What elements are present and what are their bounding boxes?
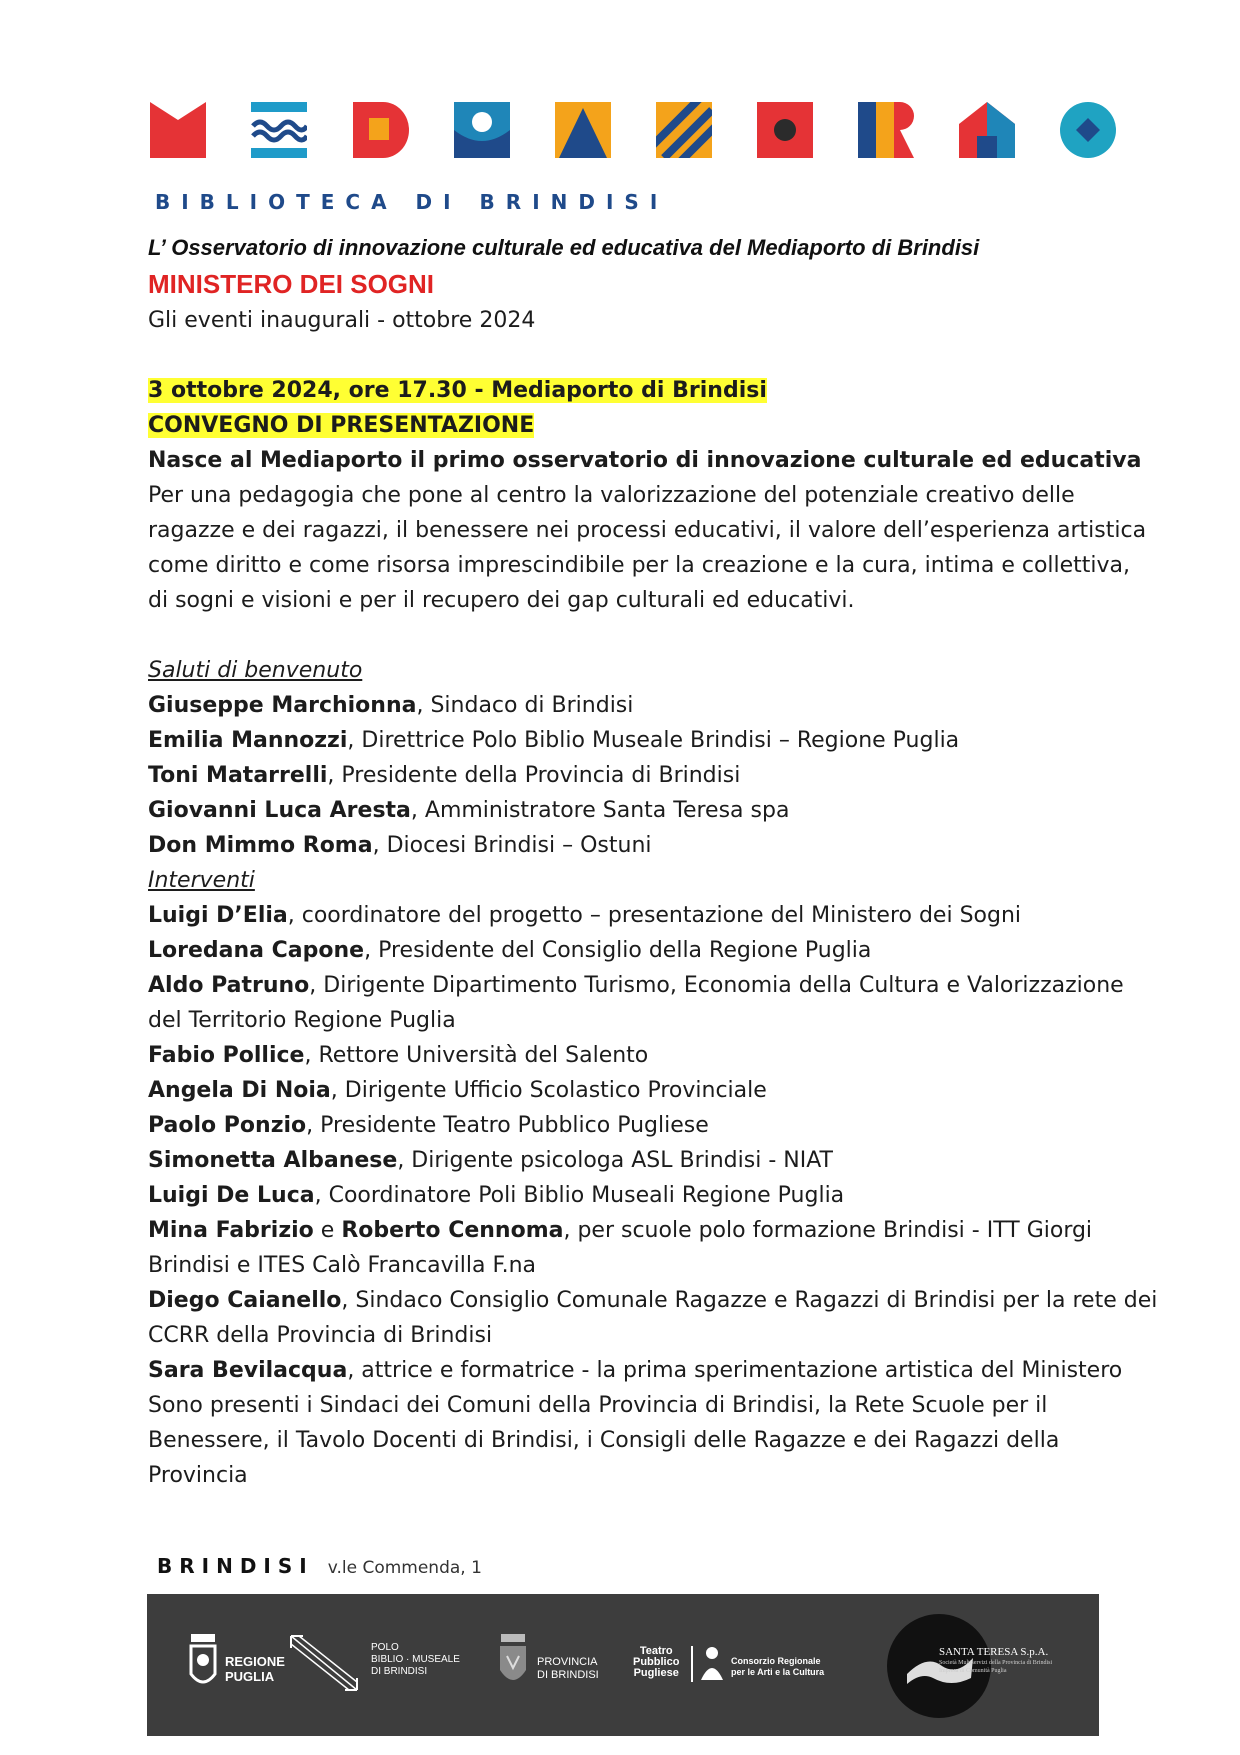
mediaporto-logo <box>150 102 1110 158</box>
person-name: Paolo Ponzio <box>148 1113 307 1138</box>
closing-line: Benessere, il Tavolo Docenti di Brindisi, i Consigli delle Ragazze e dei Ragazzi della <box>148 1428 1060 1453</box>
page-subtitle: Gli eventi inaugurali - ottobre 2024 <box>148 308 536 333</box>
speaker-item <box>148 968 1128 1003</box>
person-name: Sara Bevilacqua <box>148 1358 348 1383</box>
person-role: , Direttrice Polo Biblio Museale Brindisi – Regione Puglia <box>347 728 960 753</box>
person-name: Mina Fabrizio <box>148 1218 314 1243</box>
polo-label-3: DI BRINDISI <box>371 1666 428 1677</box>
regione-label-2: PUGLIA <box>225 1669 275 1684</box>
person-name: Emilia Mannozzi <box>148 728 348 753</box>
speaker-role-continued: Brindisi e ITES Calò Francavilla F.na <box>148 1253 537 1278</box>
library-name: BIBLIOTECA DI BRINDISI <box>155 190 669 214</box>
greetings-heading: Saluti di benvenuto <box>148 658 363 683</box>
closing-line: Sono presenti i Sindaci dei Comuni della Provincia di Brindisi, la Rete Scuole per il <box>148 1393 1048 1418</box>
speaker-item <box>148 1038 1128 1073</box>
partner-logos-bar <box>147 1594 1099 1736</box>
speaker-role-continued: del Territorio Regione Puglia <box>148 1008 456 1033</box>
speaker-item <box>148 898 1128 933</box>
person-name: Angela Di Noia <box>148 1078 331 1103</box>
logo-tile-stripes-icon <box>656 102 712 158</box>
speaker-item <box>148 1073 1128 1108</box>
intro-line: L’ Osservatorio di innovazione culturale ed educativa del Mediaporto di Brindisi <box>148 235 980 260</box>
person-role: , Amministratore Santa Teresa spa <box>410 798 790 823</box>
logo-tile-d-icon <box>353 102 409 158</box>
greeting-item <box>148 758 1128 793</box>
person-name: Luigi D’Elia <box>148 903 288 928</box>
consorzio-figure-icon <box>699 1646 725 1680</box>
santa-teresa-sublabel-2: Impresa di Comunità Puglia <box>939 1668 1007 1674</box>
santa-teresa-sublabel-1: Società Multiservizi della Provincia di Brindisi <box>939 1660 1053 1666</box>
person-name: Simonetta Albanese <box>148 1148 398 1173</box>
speaker-role-continued: CCRR della Provincia di Brindisi <box>148 1323 493 1348</box>
description-line: di sogni e visioni e per il recupero dei gap culturali ed educativi. <box>148 588 855 613</box>
logo-tile-dot-icon <box>757 102 813 158</box>
logo-tile-waves-icon <box>251 102 307 158</box>
person-role: , coordinatore del progetto – presentazione del Ministero dei Sogni <box>287 903 1022 928</box>
logo-tile-diamond-icon <box>1060 102 1116 158</box>
consorzio-label-2: per le Arti e la Cultura <box>731 1667 825 1677</box>
regione-label-1: REGIONE <box>225 1654 285 1669</box>
person-role: , per scuole polo formazione Brindisi - ITT Giorgi <box>563 1218 1093 1243</box>
person-name: Luigi De Luca <box>148 1183 315 1208</box>
closing-line: Provincia <box>148 1463 248 1488</box>
person-role: , Sindaco Consiglio Comunale Ragazze e Ragazzi di Brindisi per la rete dei <box>341 1288 1158 1313</box>
person-role: , Dirigente Ufficio Scolastico Provinciale <box>330 1078 767 1103</box>
person-role: , Sindaco di Brindisi <box>416 693 634 718</box>
person-role: , Coordinatore Poli Biblio Museali Regione Puglia <box>314 1183 845 1208</box>
person-name: Roberto Cennoma <box>341 1218 564 1243</box>
polo-label-1: POLO <box>371 1642 399 1653</box>
person-role: , Presidente Teatro Pubblico Pugliese <box>306 1113 709 1138</box>
footer-street: v.le Commenda, 1 <box>327 1558 482 1578</box>
logo-tile-m-icon <box>150 102 206 158</box>
logo-tile-circle-icon <box>454 102 510 158</box>
regione-crest-icon <box>188 1634 218 1692</box>
logo-tile-triangle-icon <box>555 102 611 158</box>
logo-tile-r-icon <box>858 102 914 158</box>
speeches-heading: Interventi <box>148 868 255 893</box>
person-name: Diego Caianello <box>148 1288 342 1313</box>
footer-city: BRINDISI <box>157 1554 314 1578</box>
teatro-label-1: Teatro <box>639 1645 673 1657</box>
divider <box>691 1646 693 1682</box>
logo-tile-house-icon <box>959 102 1015 158</box>
provincia-label-2: DI BRINDISI <box>537 1669 599 1681</box>
speaker-item <box>148 933 1128 968</box>
consorzio-label-1: Consorzio Regionale <box>731 1656 821 1666</box>
person-role: , Presidente della Provincia di Brindisi <box>327 763 741 788</box>
speaker-item <box>148 1353 1128 1388</box>
person-role: , attrice e formatrice - la prima sperimentazione artistica del Ministero <box>347 1358 1123 1383</box>
greeting-item <box>148 793 1128 828</box>
description-line: Per una pedagogia che pone al centro la valorizzazione del potenziale creativo delle <box>148 483 1075 508</box>
speaker-item <box>148 1178 1128 1213</box>
person-role: , Dirigente Dipartimento Turismo, Economia della Cultura e Valorizzazione <box>309 973 1124 998</box>
person-name: Giuseppe Marchionna <box>148 693 417 718</box>
speaker-item <box>148 1283 1158 1318</box>
person-role: , Diocesi Brindisi – Ostuni <box>372 833 652 858</box>
page-title: MINISTERO DEI SOGNI <box>148 269 435 299</box>
santa-teresa-label: SANTA TERESA S.p.A. <box>939 1646 1049 1658</box>
speaker-item <box>148 1143 1128 1178</box>
person-role: , Rettore Università del Salento <box>304 1043 649 1068</box>
greeting-item <box>148 723 1128 758</box>
teatro-label-2: Pubblico <box>633 1656 680 1668</box>
event-name: CONVEGNO DI PRESENTAZIONE <box>148 413 535 438</box>
description-line: come diritto e come risorsa imprescindibile per la creazione e la cura, intima e collettiva, <box>148 553 1131 578</box>
polo-grid-icon <box>289 1634 359 1692</box>
description-line: ragazze e dei ragazzi, il benessere nei processi educativi, il valore dell’esperienza artistica <box>148 518 1147 543</box>
footer-address <box>157 1554 482 1578</box>
provincia-label-1: PROVINCIA <box>537 1656 598 1668</box>
event-date: 3 ottobre 2024, ore 17.30 - Mediaporto di Brindisi <box>148 378 767 403</box>
document-body <box>148 230 1158 1493</box>
person-name: Giovanni Luca Aresta <box>148 798 411 823</box>
polo-label-2: BIBLIO · MUSEALE <box>371 1654 460 1665</box>
teatro-label-3: Pugliese <box>633 1667 679 1679</box>
person-role: , Dirigente psicologa ASL Brindisi - NIAT <box>397 1148 833 1173</box>
event-headline: Nasce al Mediaporto il primo osservatorio di innovazione culturale ed educativa <box>148 448 1142 473</box>
person-name: Toni Matarrelli <box>148 763 328 788</box>
person-name: Fabio Pollice <box>148 1043 305 1068</box>
speaker-item <box>148 1213 1128 1248</box>
person-name: Aldo Patruno <box>148 973 310 998</box>
person-name: Loredana Capone <box>148 938 365 963</box>
conjunction: e <box>313 1218 342 1243</box>
person-name: Don Mimmo Roma <box>148 833 373 858</box>
speaker-item <box>148 1108 1128 1143</box>
person-role: , Presidente del Consiglio della Regione Puglia <box>364 938 872 963</box>
greeting-item <box>148 688 1128 723</box>
provincia-crest-icon <box>497 1634 529 1692</box>
greeting-item <box>148 828 1128 863</box>
